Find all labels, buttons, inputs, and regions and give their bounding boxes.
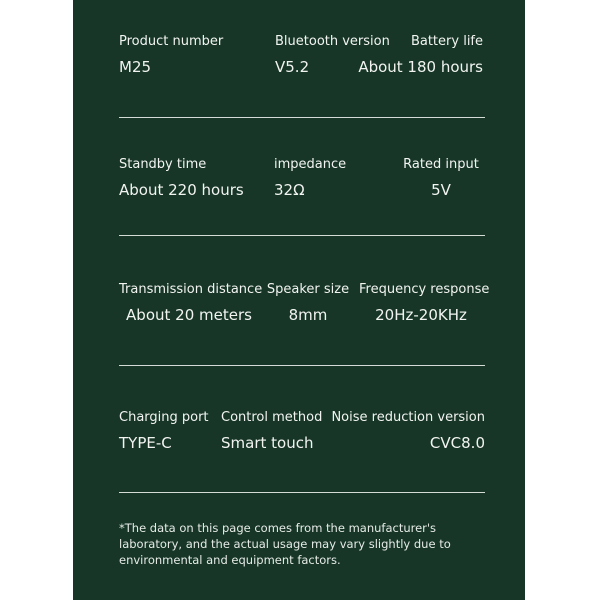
spec-battery-life bbox=[358, 34, 483, 76]
spec-value: Smart touch bbox=[221, 434, 314, 452]
divider bbox=[119, 492, 485, 493]
spec-label: Charging port bbox=[119, 410, 209, 425]
spec-value: About 20 meters bbox=[126, 306, 252, 324]
spec-label: impedance bbox=[274, 157, 347, 172]
spec-value: 32Ω bbox=[274, 181, 305, 199]
spec-transmission-distance bbox=[119, 282, 263, 324]
spec-label: Control method bbox=[221, 410, 323, 425]
spec-label: Frequency response bbox=[359, 282, 490, 297]
spec-value: M25 bbox=[119, 58, 152, 76]
spec-value: CVC8.0 bbox=[429, 434, 485, 452]
spec-noise-reduction-version bbox=[331, 410, 485, 452]
spec-value: 5V bbox=[431, 181, 451, 199]
spec-speaker-size bbox=[266, 282, 350, 324]
spec-label: Bluetooth version bbox=[275, 34, 390, 49]
spec-impedance bbox=[274, 157, 346, 199]
spec-label: Transmission distance bbox=[119, 282, 263, 297]
spec-product-number bbox=[119, 34, 223, 76]
spec-frequency-response bbox=[359, 282, 490, 324]
spec-row-3 bbox=[73, 282, 525, 362]
spec-control-method bbox=[221, 410, 322, 452]
spec-value: 20Hz-20KHz bbox=[375, 306, 467, 324]
divider bbox=[119, 117, 485, 118]
spec-row-4 bbox=[73, 410, 525, 490]
spec-label: Speaker size bbox=[266, 282, 350, 297]
spec-charging-port bbox=[119, 410, 209, 452]
footnote: *The data on this page comes from the manufacturer's laboratory, and the actual usage may vary slightly due to environmental and equipment factors. bbox=[119, 521, 451, 567]
spec-panel bbox=[73, 0, 525, 600]
divider bbox=[119, 235, 485, 236]
spec-rated-input bbox=[399, 157, 483, 199]
spec-value: About 180 hours bbox=[358, 58, 483, 76]
spec-label: Rated input bbox=[403, 157, 479, 172]
spec-label: Battery life bbox=[410, 34, 483, 49]
spec-label: Product number bbox=[119, 34, 224, 49]
spec-row-2 bbox=[73, 157, 525, 237]
divider bbox=[119, 365, 485, 366]
spec-row-1 bbox=[73, 34, 525, 114]
spec-value: 8mm bbox=[288, 306, 328, 324]
spec-value: V5.2 bbox=[275, 58, 310, 76]
spec-standby-time bbox=[119, 157, 244, 199]
spec-label: Standby time bbox=[119, 157, 207, 172]
spec-value: About 220 hours bbox=[119, 181, 244, 199]
spec-value: TYPE-C bbox=[119, 434, 172, 452]
spec-label: Noise reduction version bbox=[331, 410, 485, 425]
